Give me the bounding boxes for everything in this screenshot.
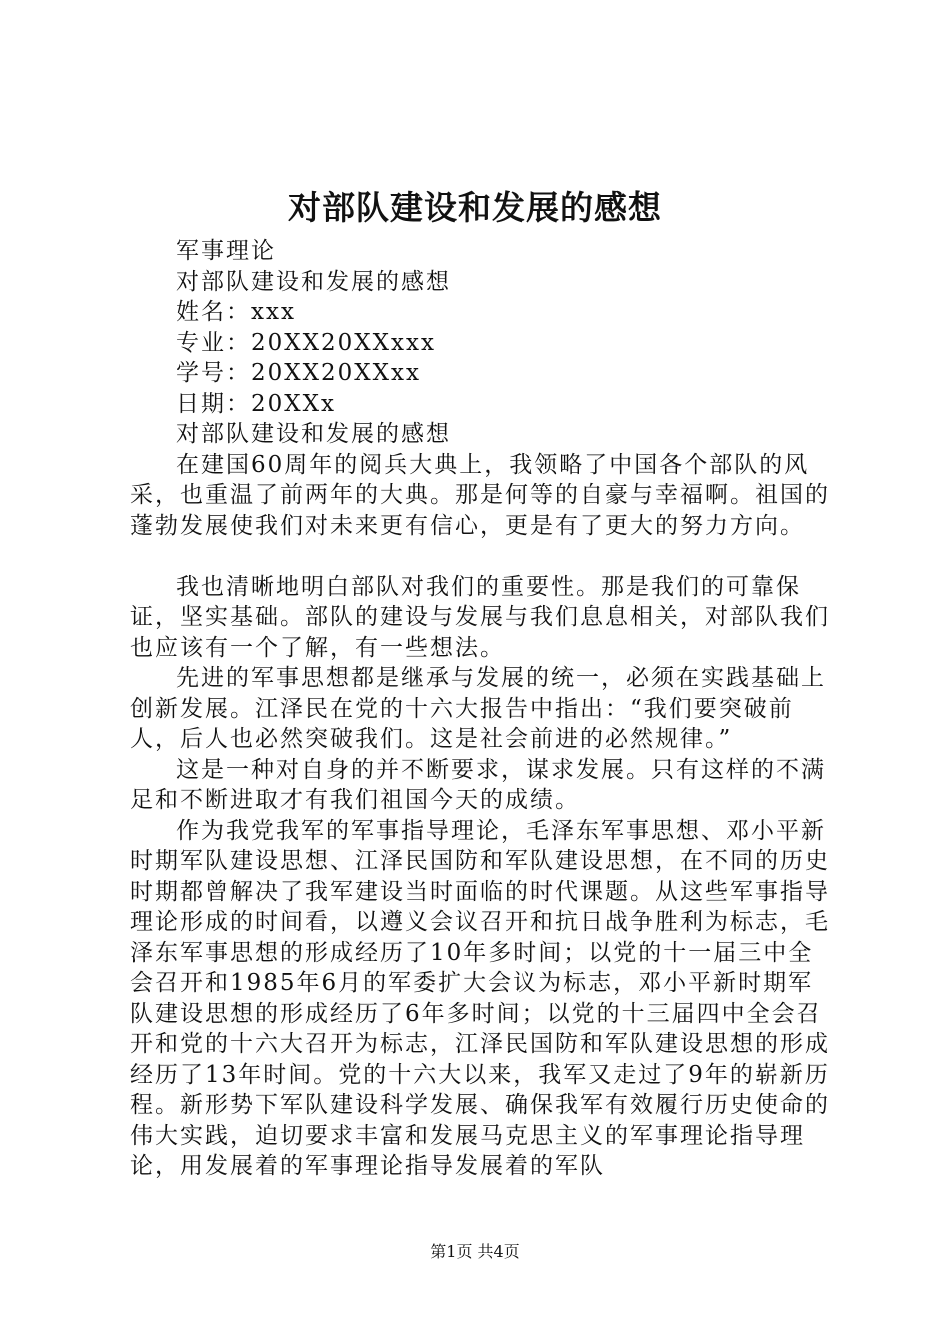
meta-line-name: 姓名：xxx bbox=[176, 299, 296, 325]
meta-line-heading: 对部队建设和发展的感想 bbox=[176, 421, 451, 447]
meta-line-date: 日期：20XXx bbox=[176, 390, 336, 417]
paragraph-5: 作为我党我军的军事指导理论，毛泽东军事思想、邓小平新时期军队建设思想、江泽民国防和军队建设思想，在不同的历史时期都曾解决了我军建设当时面临的时代课题。从这些军事指导理论形成的时间看，以遵义会议召开和抗日战争胜利为标志，毛泽东军事思想的形成经历了10年多时间；以党的十一届三中全会召开和1985年6月的军委扩大会议为标志，邓小平新时期军队建设思想的形成经历了6年多时间；以党的十三届四中全会召开和党的十六大召开为标志，江泽民国防和军队建设思想的形成经历了13年时间。党的十六大以来，我军又走过了9年的崭新历程。新形势下军队建设科学发展、确保我军有效履行历史使命的伟大实践，迫切要求丰富和发展马克思主义的军事理论指导理论，用发展着的军事理论指导发展着的军队 bbox=[130, 817, 830, 1179]
meta-line-student-id: 学号：20XX20XXxx bbox=[176, 360, 421, 386]
page-footer: 第1页 共4页 bbox=[430, 1242, 520, 1261]
meta-line-major: 专业：20XX20XXxxx bbox=[176, 329, 436, 356]
paragraph-spacer bbox=[130, 541, 830, 572]
meta-line-category: 军事理论 bbox=[176, 238, 276, 264]
document-title: 对部队建设和发展的感想 bbox=[288, 188, 662, 227]
paragraph-3: 先进的军事思想都是继承与发展的统一，必须在实践基础上创新发展。江泽民在党的十六大报告中指出：“我们要突破前人，后人也必然突破我们。这是社会前进的必然规律。” bbox=[130, 665, 826, 752]
paragraph-1: 在建国60周年的阅兵大典上，我领略了中国各个部队的风采，也重温了前两年的大典。那是何等的自豪与幸福啊。祖国的蓬勃发展使我们对未来更有信心，更是有了更大的努力方向。 bbox=[130, 451, 830, 539]
meta-line-subtitle: 对部队建设和发展的感想 bbox=[176, 268, 451, 295]
document-body bbox=[130, 236, 830, 1182]
paragraph-4: 这是一种对自身的并不断要求，谋求发展。只有这样的不满足和不断进取才有我们祖国今天的成绩。 bbox=[130, 756, 826, 813]
paragraph-2: 我也清晰地明白部队对我们的重要性。那是我们的可靠保证，坚实基础。部队的建设与发展与我们息息相关，对部队我们也应该有一个了解，有一些想法。 bbox=[130, 573, 830, 661]
